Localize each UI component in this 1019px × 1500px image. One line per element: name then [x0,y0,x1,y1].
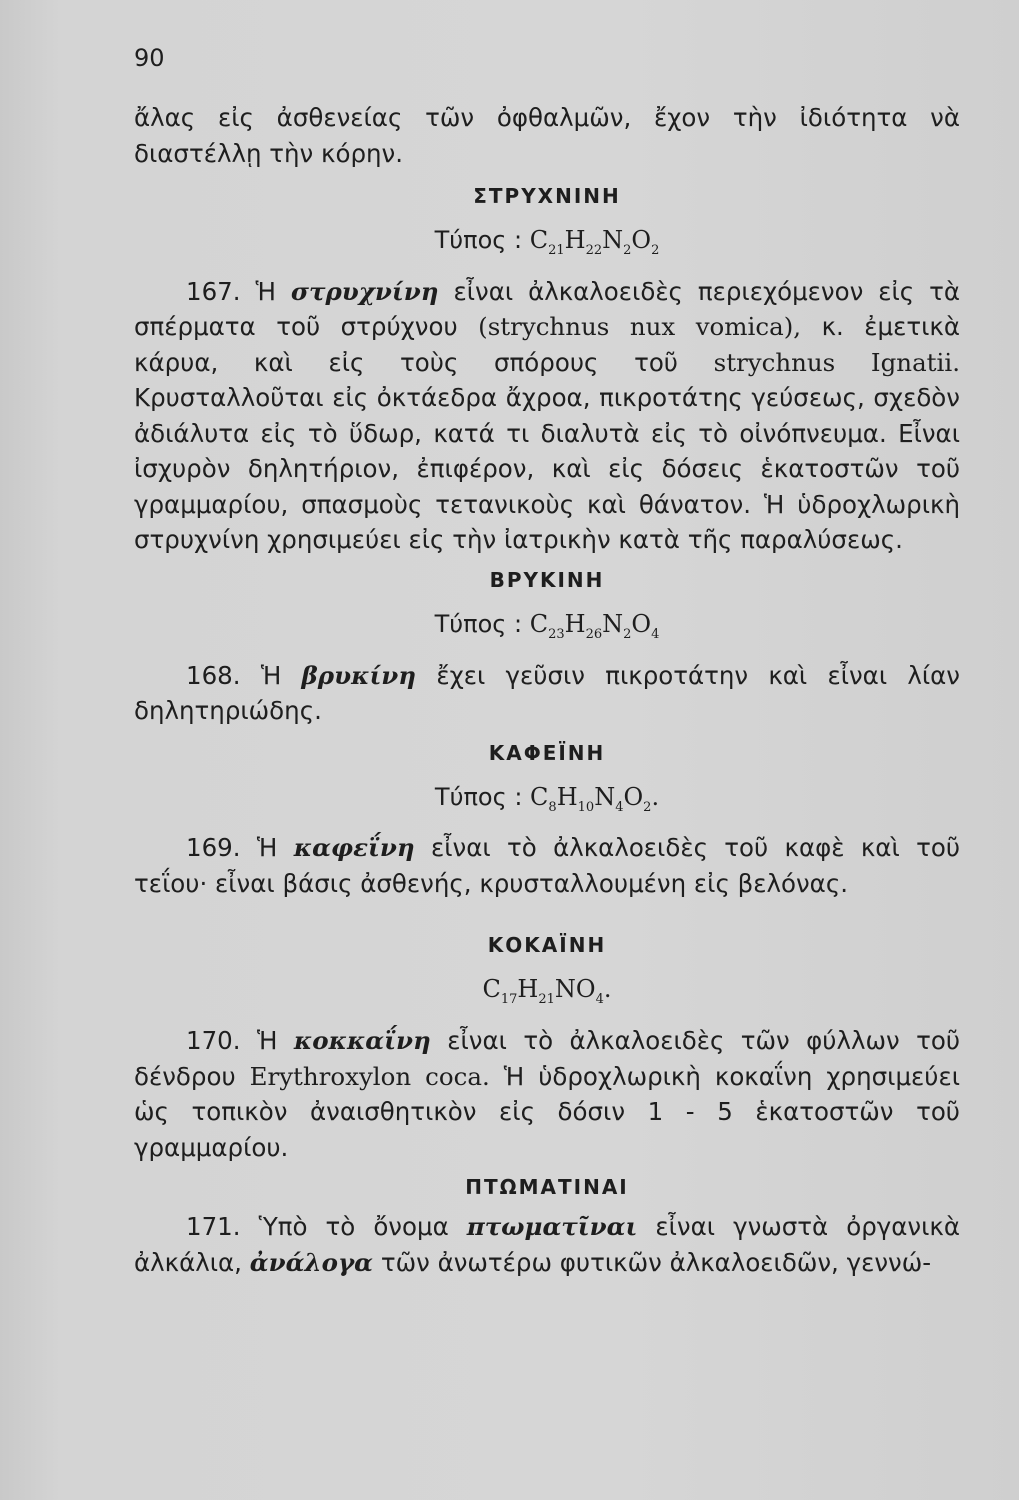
term-ptomaines: πτωματῖναι [466,1212,638,1242]
formula-caffeine [134,783,960,815]
formula-brucine [134,610,960,642]
formula-label: Τύπος : [434,226,523,254]
formula-label: Τύπος : [434,609,523,638]
formula-cocaine [134,975,960,1007]
term-caffeine: καφεΐνη [293,833,415,863]
heading-strychnine: ΣΤΡΥΧΝΙΝΗ [473,184,621,208]
formula-label: Τύπος : [434,782,523,811]
chem-formula: $C_{17}H_{21}NO_4$. [482,975,612,1008]
intro-paragraph: ἄλας εἰς ἀσθενείας τῶν ὀφθαλμῶν, ἔχον τὴν ἰδιότητα νὰ διαστέλλῃ τὴν κόρην. [134,103,960,168]
term-cocaine: κοκκαΐνη [293,1026,431,1056]
heading-cocaine: ΚΟΚΑΪΝΗ [487,933,607,958]
heading-caffeine: ΚΑΦΕΪΝΗ [488,740,606,765]
term-analoga: ἀνάλογα [249,1247,374,1277]
chem-formula: $C_{23}H_{26}N_2O_4$ [529,609,660,642]
paragraph-170: 170. Ἡ κοκκαΐνη εἶναι τὸ ἀλκαλοειδὲς τῶν φύλλων τοῦ δένδρου Erythroxylon coca. Ἡ ὑδροχλωρικὴ κοκαΐνη χρησιμεύει ὡς τοπικὸν ἀναισθητικὸν εἰς δόσιν 1 - 5 ἑκατοστῶν τοῦ γραμμαρίου. [134,1026,960,1162]
term-strychnine: στρυχνίνη [290,276,439,306]
heading-ptomaines: ΠΤΩΜΑΤΙΝΑΙ [465,1175,629,1200]
page-number: 90 [134,44,165,72]
paragraph-171: 171. Ὑπὸ τὸ ὄνομα πτωματῖναι εἶναι γνωστὰ ὀργανικὰ ἀλκάλια, ἀνάλογα τῶν ἀνωτέρω φυτικῶν ἀλκαλοειδῶν, γεννώ- [134,1212,960,1277]
chem-formula: $C_8H_{10}N_4O_2$. [530,782,660,815]
term-brucine: βρυκίνη [301,660,417,690]
page-content [134,100,960,1280]
paragraph-169: 169. Ἡ καφεΐνη εἶναι τὸ ἀλκαλοειδὲς τοῦ καφὲ καὶ τοῦ τεΐου· εἶναι βάσις ἀσθενής, κρυσταλλουμένη εἰς βελόνας. [134,833,960,898]
chem-formula: $C_{21}H_{22}N_2O_2$ [529,226,660,258]
paragraph-168: 168. Ἡ βρυκίνη ἔχει γεῦσιν πικροτάτην καὶ εἶναι λίαν δηλητηριώδης. [134,660,960,726]
paragraph-167: 167. Ἡ στρυχνίνη εἶναι ἀλκαλοειδὲς περιεχόμενον εἰς τὰ σπέρματα τοῦ στρύχνου (strychnus nux vomica), κ. ἐμετικὰ κάρυα, καὶ εἰς τοὺς σπόρους τοῦ strychnus Ignatii. Κρυσταλλοῦται εἰς ὀκτάεδρα ἄχροα, πικροτάτης γεύσεως, σχεδὸν ἀδιάλυτα εἰς τὸ ὕδωρ, κατά τι διαλυτὰ εἰς τὸ οἰνόπνευμα. Εἶναι ἰσχυρὸν δηλητήριον, ἐπιφέρον, καὶ εἰς δόσεις ἑκατοστῶν τοῦ γραμμαρίου, σπασμοὺς τετανικοὺς καὶ θάνατον. Ἡ ὑδροχλωρικὴ στρυχνίνη χρησιμεύει εἰς τὴν ἰατρικὴν κατὰ τῆς παραλύσεως. [134,276,961,555]
formula-strychnine [134,226,960,258]
heading-brucine: ΒΡΥΚΙΝΗ [489,567,605,592]
